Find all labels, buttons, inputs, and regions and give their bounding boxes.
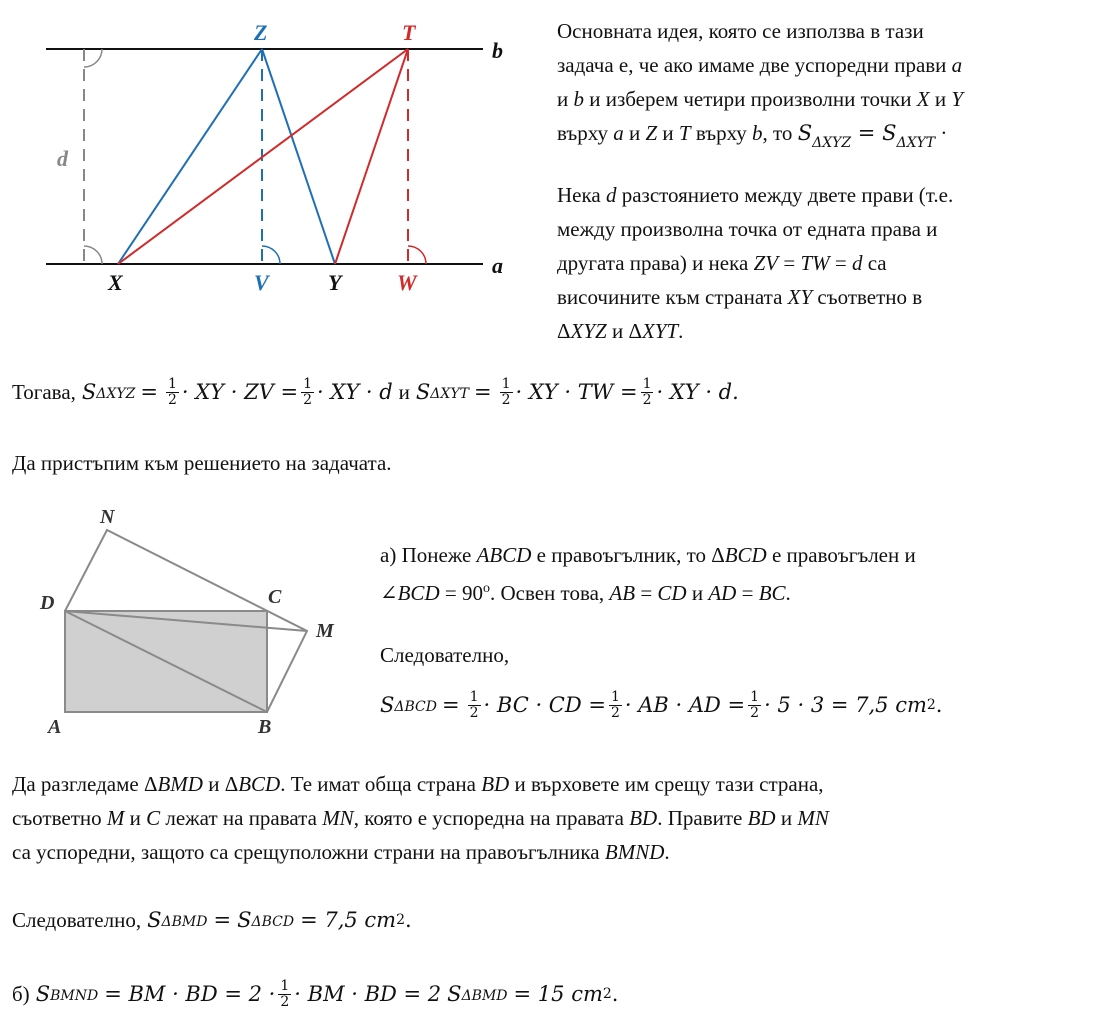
area-xyt-formula: S $_{\Delta XYT}$ = $\frac{1}{2}$ · XY · TW = $\frac{1}{2}$ · XY · d. [415,375,739,408]
area-bmd-formula: S $_{\Delta BMD}$ = S $_{\Delta BCD}$ = 7,5 cm 2 . [147,908,412,932]
then-formula-line: Тогава, S $_{\Delta XYZ}$ = $\frac{1}{2}$ · XY · ZV = $\frac{1}{2}$ · XY · d и S $_{\Delta XYT}$ = $\frac{1}{2}$ · XY · TW = $\frac{1}{2}$ · XY · d. [12,375,739,408]
consider-paragraph [12,767,1102,869]
intro-line-1: Основната идея, която се използва в тази [557,19,924,43]
label-Y: Y [328,270,342,295]
area-equality-formula: $S_{\Delta XYZ} = S_{\Delta XYT}$ [797,121,936,152]
label-X: X [108,270,123,295]
label-M: M [316,620,334,642]
label-D: D [40,592,55,614]
right-angle-W [408,246,426,264]
let-line-3: другата права) и нека ZV = TW = d са [557,251,887,275]
label-d: d [57,146,68,171]
let-line-1: Нека d разстоянието между двете прави (т.е. [557,183,954,207]
area-bmnd-formula: S $_{BMND}$ = BM · BD = 2 · $\frac{1}{2}$ · BM · BD = 2 S $_{\Delta BMD}$ = 15 cm 2 . [35,977,619,1010]
label-V: V [254,270,269,295]
let-line-2: между произволна точка от едната права и [557,217,938,241]
label-T: T [402,20,416,45]
area-bcd-formula: S $_{\Delta BCD}$ = $\frac{1}{2}$ · BC · CD = $\frac{1}{2}$ · AB · AD = $\frac{1}{2}$ · 5 · 3 = 7,5 cm 2 . [380,688,943,721]
intro-line-4: върху a и Z и T върху b, то $S_{\Delta XYZ} = S_{\Delta XYT}$ · [557,121,948,152]
consider-line-1: Да разгледаме ΔBMD и ΔBCD. Те имат обща страна BD и върховете им срещу тази страна, [12,772,824,796]
let-line-4: височините към страната XY съответно в [557,285,923,309]
right-angle-top-gray [84,49,102,67]
label-A: A [48,716,62,738]
label-W: W [397,270,417,295]
intro-paragraph [557,14,1097,158]
consider-line-3: са успоредни, защото са срещуположни страни на правоъгълника BMND. [12,840,670,864]
part-a-consequently: Следователно, [380,643,510,667]
let-line-5: ΔXYZ и ΔXYT. [557,319,684,343]
part-a-line-1: а) Понеже ABCD е правоъгълник, то ΔBCD е правоъгълен и [380,543,916,567]
intro-line-3: и b и изберем четири произволни точки X и Y [557,87,963,111]
part-a-paragraph [380,538,1100,610]
label-B: B [258,716,272,738]
proceed-text: Да пристъпим към решението на задачата. [12,451,392,475]
label-Z: Z [254,20,268,45]
intro-line-2: задача е, че ако имаме две успоредни прави a [557,53,963,77]
label-a: a [492,253,503,278]
label-b: b [492,38,503,63]
part-b-line: б) S $_{BMND}$ = BM · BD = 2 · $\frac{1}{2}$ · BM · BD = 2 S $_{\Delta BMD}$ = 15 cm 2 . [12,977,619,1010]
right-angle-V [262,246,280,264]
consider-line-2: съответно M и C лежат на правата MN, която е успоредна на правата BD. Правите BD и MN [12,806,829,830]
area-xyz-formula: S $_{\Delta XYZ}$ = $\frac{1}{2}$ · XY · ZV = $\frac{1}{2}$ · XY · d [81,375,393,408]
rectangle-figure [30,495,360,745]
let-paragraph [557,178,1097,348]
right-angle-bottom-gray [84,246,102,264]
segment-TY [335,49,408,264]
label-N: N [100,506,115,528]
hence-line: Следователно, S $_{\Delta BMD}$ = S $_{\Delta BCD}$ = 7,5 cm 2 . [12,898,412,942]
segment-ZY [262,49,335,264]
segment-XZ [118,49,262,264]
label-C: C [268,586,282,608]
part-a-line-2: ∠BCD = $90^o$. Освен това, AB = CD и AD = BC. [380,581,791,605]
parallel-lines-figure [0,0,520,305]
